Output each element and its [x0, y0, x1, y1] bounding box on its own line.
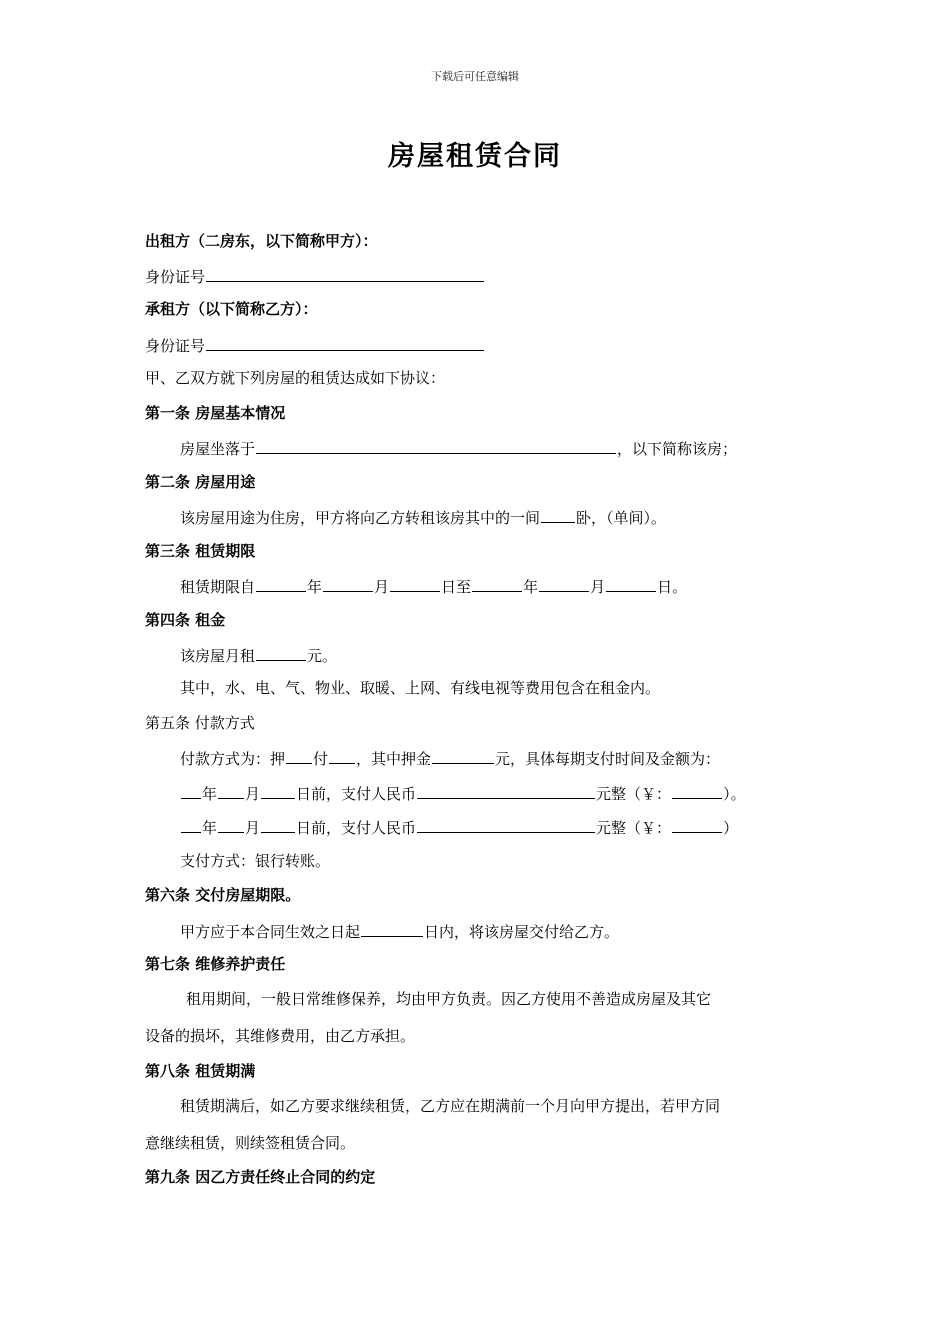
pay1-year-blank [181, 782, 201, 799]
year-label: 年 [523, 578, 539, 596]
payment-method: 支付方式：银行转账。 [180, 852, 331, 870]
address-blank [256, 437, 616, 454]
party-b-id-blank [206, 334, 484, 351]
article-1-text [180, 437, 737, 459]
rent-blank [256, 644, 306, 661]
party-a-id-blank [206, 265, 484, 282]
article-9-heading: 第九条 因乙方责任终止合同的约定 [145, 1168, 376, 1186]
article-6-text-b: 日内，将该房屋交付给乙方。 [424, 923, 620, 941]
year-label: 年 [202, 819, 218, 837]
id-label: 身份证号 [145, 268, 206, 286]
article-1-heading: 第一条 房屋基本情况 [145, 404, 286, 422]
room-blank [541, 506, 575, 523]
end-year-blank [472, 575, 522, 592]
end-day-blank [606, 575, 656, 592]
article-2-text-a: 该房屋用途为住房，甲方将向乙方转租该房其中的一间 [180, 509, 541, 527]
close-label-2: ） [723, 819, 739, 837]
article-5-payment [180, 747, 720, 769]
party-a-id-row [145, 265, 485, 287]
article-2-text [180, 506, 666, 528]
article-7-heading: 第七条 维修养护责任 [145, 955, 286, 973]
article-8-heading: 第八条 租赁期满 [145, 1062, 256, 1080]
article-6-heading: 第六条 交付房屋期限。 [145, 886, 301, 904]
article-1-text-a: 房屋坐落于 [180, 440, 256, 458]
payment-schedule-2 [180, 816, 738, 838]
yuan-label: 元整（￥： [596, 785, 672, 803]
start-year-blank [256, 575, 306, 592]
term-prefix: 租赁期限自 [180, 578, 256, 596]
payment-text-b: 付 [313, 750, 329, 768]
payment-text-a: 付款方式为：押 [180, 750, 286, 768]
header-note: 下载后可任意编辑 [431, 70, 519, 83]
pay-months-blank [329, 747, 355, 764]
pay1-amount-words-blank [417, 782, 595, 799]
article-4-note: 其中，水、电、气、物业、取暖、上网、有线电视等费用包含在租金内。 [180, 679, 661, 697]
delivery-days-blank [361, 920, 423, 937]
pay1-day-blank [261, 782, 295, 799]
article-8-line-2: 意继续租赁，则续签租赁合同。 [145, 1134, 356, 1152]
article-2-heading: 第二条 房屋用途 [145, 473, 256, 491]
party-a-label: 出租方（二房东，以下简称甲方）： [145, 232, 378, 250]
pay2-amount-words-blank [417, 816, 595, 833]
day-before-label: 日前，支付人民币 [296, 785, 417, 803]
pay1-month-blank [218, 782, 244, 799]
payment-text-c: ，其中押金 [356, 750, 432, 768]
payment-text-d: 元，具体每期支付时间及金额为： [495, 750, 721, 768]
article-6-text-a: 甲方应于本合同生效之日起 [180, 923, 361, 941]
close-label-1: ）。 [723, 785, 746, 803]
intro-text: 甲、乙双方就下列房屋的租赁达成如下协议： [145, 369, 446, 387]
article-3-heading: 第三条 租赁期限 [145, 542, 256, 560]
article-8-line-1: 租赁期满后，如乙方要求继续租赁，乙方应在期满前一个月向甲方提出，若甲方同 [180, 1097, 721, 1115]
yuan-label: 元整（￥： [596, 819, 672, 837]
pay2-amount-blank [672, 816, 722, 833]
end-month-blank [539, 575, 589, 592]
deposit-months-blank [286, 747, 312, 764]
article-4-rent [180, 644, 337, 666]
contract-title: 房屋租赁合同 [388, 141, 562, 172]
day-to-label: 日至 [441, 578, 472, 596]
day-end-label: 日。 [657, 578, 688, 596]
party-b-id-row [145, 334, 485, 356]
pay2-year-blank [181, 816, 201, 833]
month-label: 月 [245, 785, 261, 803]
month-label: 月 [374, 578, 390, 596]
month-label: 月 [590, 578, 606, 596]
month-label: 月 [245, 819, 261, 837]
year-label: 年 [202, 785, 218, 803]
party-b-label: 承租方（以下简称乙方）： [145, 300, 318, 318]
article-5-heading: 第五条 付款方式 [145, 714, 255, 732]
pay1-amount-blank [672, 782, 722, 799]
deposit-amount-blank [432, 747, 494, 764]
start-day-blank [390, 575, 440, 592]
article-2-text-b: 卧，（单间）。 [576, 509, 667, 527]
article-7-line-1: 租用期间，一般日常维修保养，均由甲方负责。因乙方使用不善造成房屋及其它 [186, 990, 712, 1008]
pay2-day-blank [261, 816, 295, 833]
article-4-heading: 第四条 租金 [145, 611, 226, 629]
rent-text-a: 该房屋月租 [180, 647, 256, 665]
article-6-text [180, 920, 619, 942]
day-before-label: 日前，支付人民币 [296, 819, 417, 837]
article-1-text-b: ，以下简称该房； [617, 440, 738, 458]
start-month-blank [323, 575, 373, 592]
payment-schedule-1 [180, 782, 746, 804]
pay2-month-blank [218, 816, 244, 833]
year-label: 年 [307, 578, 323, 596]
rent-text-b: 元。 [307, 647, 338, 665]
article-7-line-2: 设备的损坏，其维修费用，由乙方承担。 [145, 1027, 416, 1045]
id-label: 身份证号 [145, 337, 206, 355]
article-3-text [180, 575, 687, 597]
